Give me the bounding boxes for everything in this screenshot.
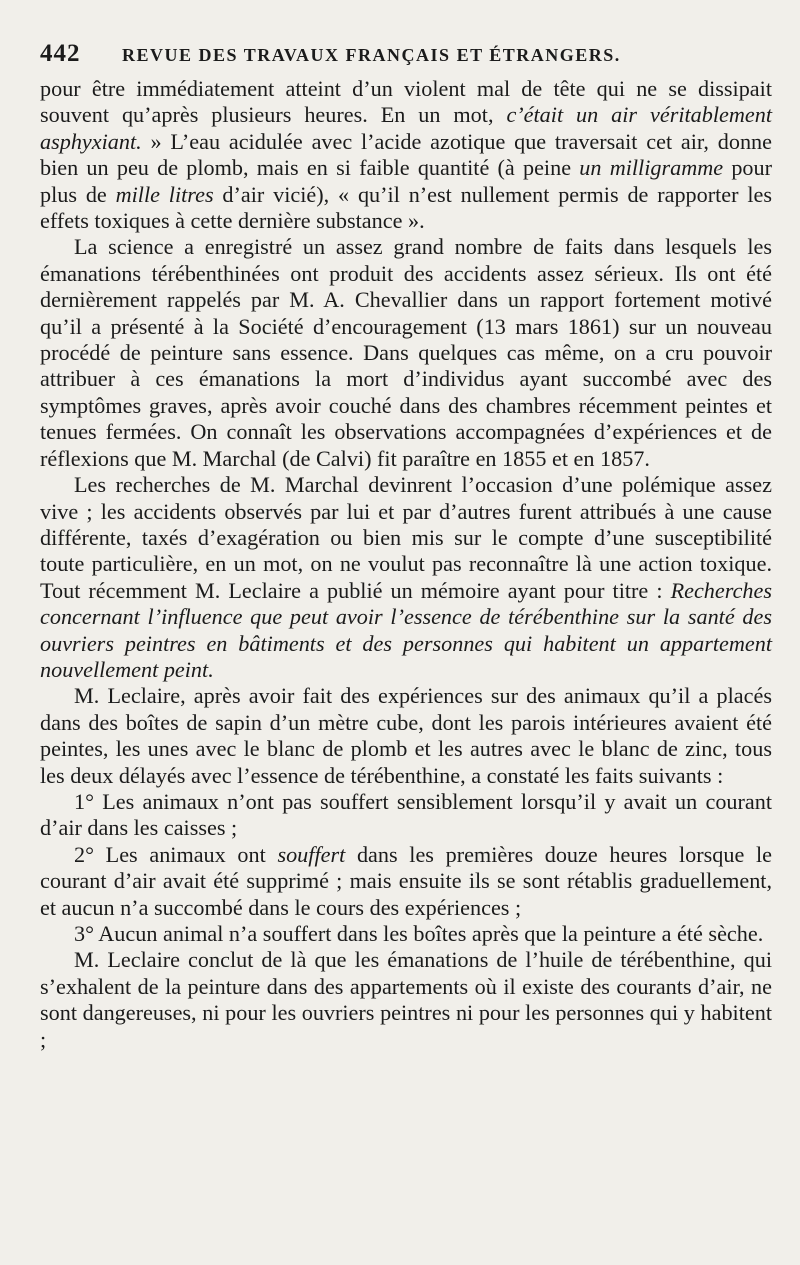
list-item-3: 3° Aucun animal n’a souffert dans les boîtes après que la peinture a été sèche.	[74, 921, 764, 946]
paragraph-2: La science a enregistré un assez grand nombre de faits dans lesquels les émanations térébenthinées ont produit des accidents assez sérieux. Ils ont été dernièrement rappelés par M. A. Chevallier dans un rapport fortement motivé qu’il a présenté à la Société d’encouragement (13 mars 1861) sur un nouveau procédé de peinture sans essence. Dans quelques cas même, on a cru pouvoir attribuer à ces émanations la mort d’individus ayant succombé avec des symptômes graves, après avoir couché dans des chambres récemment peintes et tenues fermées. On connaît les observations accompagnées d’expériences et de réflexions que M. Marchal (de Calvi) fit paraître en 1855 et en 1857.	[40, 234, 772, 471]
body-text	[40, 76, 772, 1053]
paragraph-3: Les recherches de M. Marchal devinrent l’occasion d’une polémique assez vive ; les accidents observés par lui et par d’autres furent attribués à une cause différente, taxés d’exagération ou bien mis sur le compte d’une susceptibilité toute particulière, en un mot, on ne voulut pas reconnaître là une action toxique. Tout récemment M. Leclaire a publié un mémoire ayant pour titre : Recherches concernant l’influence que peut avoir l’essence de térébenthine sur la santé des ouvriers peintres en bâtiments et des personnes qui habitent un appartement nouvellement peint.	[40, 472, 772, 682]
list-item-1: 1° Les animaux n’ont pas souffert sensiblement lorsqu’il y avait un courant d’air dans les caisses ;	[40, 788, 772, 841]
paragraph-4: M. Leclaire, après avoir fait des expériences sur des animaux qu’il a placés dans des boîtes de sapin d’un mètre cube, dont les parois intérieures avaient été peintes, les unes avec le blanc de plomb et les autres avec le blanc de zinc, tous les deux délayés avec l’essence de térébenthine, a constaté les faits suivants :	[40, 683, 772, 788]
running-title: REVUE DES TRAVAUX FRANÇAIS ET ÉTRANGERS.	[122, 45, 621, 65]
page-number: 442	[40, 40, 81, 67]
page-header	[40, 40, 772, 70]
list-item-2: 2° Les animaux ont souffert dans les premières douze heures lorsque le courant d’air avait été supprimé ; mais ensuite ils se sont rétablis graduellement, et aucun n’a succombé dans le cours des expériences ;	[40, 841, 772, 920]
paragraph-1: pour être immédiatement atteint d’un violent mal de tête qui ne se dissipait souvent qu’après plusieurs heures. En un mot, c’était un air véritablement asphyxiant. » L’eau acidulée avec l’acide azotique que traversait cet air, donne bien un peu de plomb, mais en si faible quantité (à peine un milligramme pour plus de mille litres d’air vicié), « qu’il n’est nullement permis de rapporter les effets toxiques à cette dernière substance ».	[40, 76, 773, 234]
paragraph-5: M. Leclaire conclut de là que les émanations de l’huile de térébenthine, qui s’exhalent de la peinture dans des appartements où il existe des courants d’air, ne sont dangereuses, ni pour les ouvriers peintres ni pour les personnes qui y habitent ;	[40, 947, 772, 1052]
